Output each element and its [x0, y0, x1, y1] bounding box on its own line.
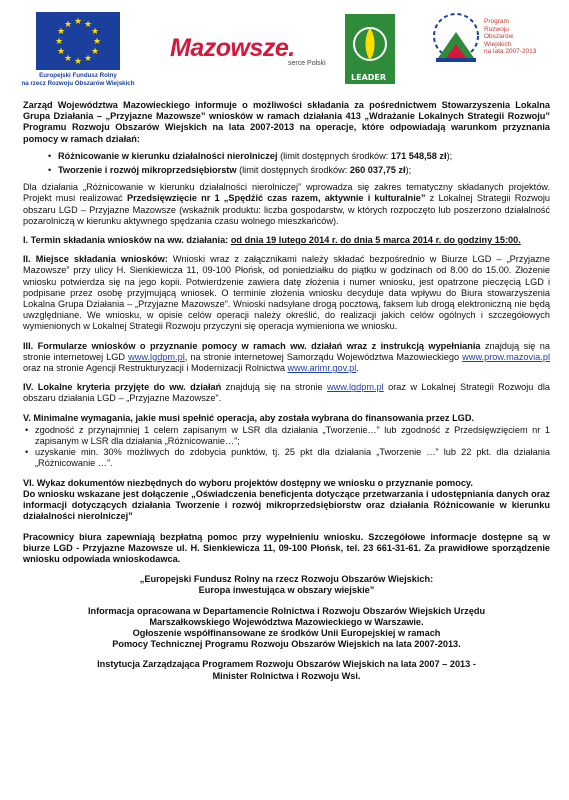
eu-caption-line2: na rzecz Rozwoju Obszarów Wiejskich	[21, 79, 135, 87]
action-end: );	[446, 150, 453, 161]
action-end: );	[405, 165, 412, 176]
prow-line-3: Obszarów	[484, 33, 514, 41]
theme-text-2: z Lokalnej Strategii Rozwoju obszaru LGD – Przyjazne Mazowsze (wskaźnik produktu: liczba gospodarstw, w których rozpoczęto lub poszerzono działalność pozarolniczą w kierunku aktywnego spędzania czasu wolnego mieszkańców).	[23, 193, 550, 226]
section-deadline	[23, 235, 550, 246]
action-amount: 171 548,58 zł	[390, 150, 447, 161]
svg-text:★: ★	[56, 47, 66, 57]
criteria-text-2: oraz w Lokalnej Strategii Rozwoju dla obszaru działania LGD – „Przyjazne Mazowsze”.	[23, 382, 551, 404]
svg-text:★: ★	[83, 54, 93, 64]
motto-line-1: „Europejski Fundusz Rolny na rzecz Rozwoju Obszarów Wiejskich:	[139, 574, 434, 585]
svg-text:★: ★	[90, 27, 100, 37]
institution-line-1: Instytucja Zarządzająca Programem Rozwoju Obszarów Wiejskich na lata 2007 – 2013 -	[97, 659, 476, 670]
place-label: II. Miejsce składania wniosków:	[23, 254, 168, 265]
svg-text:★: ★	[73, 57, 83, 67]
section-place	[23, 254, 550, 332]
eu-caption-line1: Europejski Fundusz Rolny	[39, 72, 117, 79]
svg-text:★: ★	[90, 47, 100, 57]
info-line-2: Marszałkowskiego Województwa Mazowieckiego w Warszawie.	[149, 616, 424, 627]
svg-text:★: ★	[54, 37, 64, 47]
institution-block	[23, 659, 550, 681]
mazowsze-logo	[170, 34, 340, 74]
prow-caption	[484, 18, 536, 56]
info-line-1: Informacja opracowana w Departamencie Rolnictwa i Rozwoju Obszarów Wiejskich Urzędu	[87, 605, 486, 616]
svg-text:★: ★	[83, 20, 93, 30]
deadline-label: I. Termin składania wniosków na ww. działania:	[23, 235, 229, 246]
forms-label: III. Formularze wniosków o przyznanie pomocy w ramach ww. działań wraz z instrukcją wypełniania	[23, 340, 481, 351]
eu-caption	[18, 72, 138, 87]
arimr-link[interactable]: www.arimr.gov.pl	[287, 363, 357, 374]
mazowsze-tagline: serce Polski	[288, 60, 326, 67]
announcement-body	[23, 96, 550, 682]
place-text: Wnioski wraz z załącznikami należy składać bezpośrednio w Biurze LGD – „Przyjazne Mazowsze” przy ulicy H. Sienkiewicza 11, 09-100 Płońsk, od poniedziałku do piątku w godzinach od 8.00 do 15.00. Złożenie wniosku potwierdza się na jego kopii. Potwierdzenie zawiera datę złożenia i numer wniosku, jest opatrzone pieczęcią LGD i podpisane przez osobę przyjmującą wniosek. O terminie złożenia wniosku decyduje data wpływu do Biura stowarzyszenia Lokalna Grupa Działania – „Przyjazne Mazowsze”. Wnioski nadsyłane drogą pocztową, faksem lub drogą elektroniczną nie będą uwzględniane. We wniosku, w opisie celów operacji należy określić, do realizacji jakich celów ogólnych i szczegółowych wymienionych w Lokalnej Strategii Rozwoju przyczyni się operacja wymieniona we wniosku.	[23, 254, 551, 332]
lgdpm-link[interactable]: www.lgdpm.pl	[128, 351, 185, 362]
action-item	[58, 165, 550, 176]
leader-emblem-icon	[345, 14, 395, 84]
requirements-heading: V. Minimalne wymagania, jakie musi spełnić operacja, aby została wybrana do finansowania przez LGD.	[23, 412, 475, 423]
logo-header	[0, 0, 569, 96]
theme-text-1: Dla działania „Różnicowanie w kierunku działalności nierolniczej” wprowadza się zakres tematyczny składanych projektów. Projekt musi realizować	[23, 182, 550, 204]
action-name: Tworzenie i rozwój mikroprzedsiębiorstw	[58, 165, 237, 176]
theme-project: Przedsięwzięcie nr 1 „Spędźić czas razem, aktywnie i kulturalnie”	[126, 193, 426, 204]
deadline-dates: od dnia 19 lutego 2014 r. do dnia 5 marca 2014 r. do godziny 15:00.	[230, 235, 521, 246]
documents-heading: VI. Wykaz dokumentów niezbędnych do wyboru projektów dostępny we wniosku o przyznanie pomocy.	[23, 477, 473, 488]
leader-logo	[345, 14, 395, 84]
action-limit-label: (limit dostępnych środków:	[236, 165, 350, 176]
prow-line-2: Rozwoju	[484, 25, 509, 33]
section-forms	[23, 341, 550, 375]
prow-line-5: na lata 2007-2013	[484, 48, 537, 56]
leader-label: LEADER	[351, 73, 387, 82]
info-line-4: Pomocy Technicznej Programu Rozwoju Obszarów Wiejskich na lata 2007-2013.	[112, 639, 461, 650]
forms-text-1: znajdują się na stronie internetowej LGD	[23, 340, 550, 362]
info-line-3: Ogłoszenie współfinansowane ze środków Unii Europejskiej w ramach	[132, 627, 441, 638]
prow-mazovia-link[interactable]: www.prow.mazovia.pl	[462, 351, 550, 362]
action-name: Różnicowanie w kierunku działalności nierolniczej	[58, 150, 278, 161]
motto-line-2: Europa inwestująca w obszary wiejskie”	[198, 585, 375, 596]
eu-fund-logo	[18, 12, 134, 90]
action-amount: 260 037,75 zł	[349, 165, 406, 176]
theme-paragraph	[23, 182, 550, 227]
action-item	[58, 151, 550, 162]
help-paragraph: Pracownicy biura zapewniają bezpłatną pomoc przy wypełnieniu wniosku. Szczegółowe informacje dostępne są w biurze LGD - Przyjazne Mazowsze ul. H. Sienkiewicza 11, 09-100 Płońsk, tel. 23 661-31-61. Za prawidłowe sporządzenie wniosku odpowiada wnioskodawca.	[23, 531, 550, 564]
lgdpm-criteria-link[interactable]: www.lgdpm.pl	[327, 382, 384, 393]
svg-text:★: ★	[63, 20, 73, 30]
mazowsze-wordmark: Mazowsze.	[170, 34, 295, 62]
criteria-text-1: znajdują się na stronie	[221, 382, 328, 393]
eu-flag-icon	[36, 12, 120, 70]
requirements-list	[35, 425, 550, 470]
prow-line-1: Program	[484, 18, 509, 25]
requirement-item: • zgodność z przynajmniej 1 celem zapisanym w LSR dla działania „Tworzenie…” lub zgodność z Przedsięwzięciem nr 1 zapisanym w LSR dla działania „Różnicowanie…”;	[35, 425, 550, 447]
svg-text:★: ★	[63, 54, 73, 64]
requirement-item: • uzyskanie min. 30% możliwych do zdobycia punktów, tj. 25 pkt dla działania „Tworzenie …” lub 22 pkt. dla działania „Różnicowanie …”.	[35, 447, 550, 469]
forms-text-4: .	[356, 363, 359, 374]
actions-list	[58, 151, 550, 176]
forms-text-2: , na stronie internetowej Samorządu Województwa Mazowieckiego	[184, 351, 463, 362]
svg-text:★: ★	[56, 27, 66, 37]
section-criteria	[23, 382, 550, 404]
motto	[23, 574, 550, 596]
criteria-label: IV. Lokalne kryteria przyjęte do ww. działań	[23, 382, 222, 393]
forms-text-3: oraz na stronie Agencji Restrukturyzacji i Modernizacji Rolnictwa	[23, 363, 288, 374]
svg-text:★: ★	[73, 17, 83, 27]
svg-text:★: ★	[92, 37, 102, 47]
intro-paragraph: Zarząd Województwa Mazowieckiego informuje o możliwości składania za pośrednictwem Stowarzyszenia Lokalna Grupa Działania – „Przyjazne Mazowsze” wniosków w ramach działania 413 „Wdrażanie Lokalnych Strategii Rozwoju” Programu Rozwoju Obszarów Wiejskich na lata 2007-2013 na operacje, które odpowiadają warunkom przyznania pomocy w ramach działań:	[23, 100, 550, 144]
institution-line-2: Minister Rolnictwa i Rozwoju Wsi.	[212, 670, 361, 681]
documents-paragraph: Do wniosku wskazane jest dołączenie „Oświadczenia beneficjenta dotyczące przetwarzania i udostępniania danych oraz informacji dotyczących działania Tworzenie i rozwój mikroprzedsiębiorstw oraz działania Różnicowanie w kierunku działalności nierolniczej”	[23, 488, 550, 522]
prow-emblem-icon	[430, 10, 482, 80]
info-block	[23, 606, 550, 651]
prow-line-4: Wiejskich	[484, 40, 512, 48]
prow-logo	[430, 10, 555, 90]
action-limit-label: (limit dostępnych środków:	[277, 150, 391, 161]
